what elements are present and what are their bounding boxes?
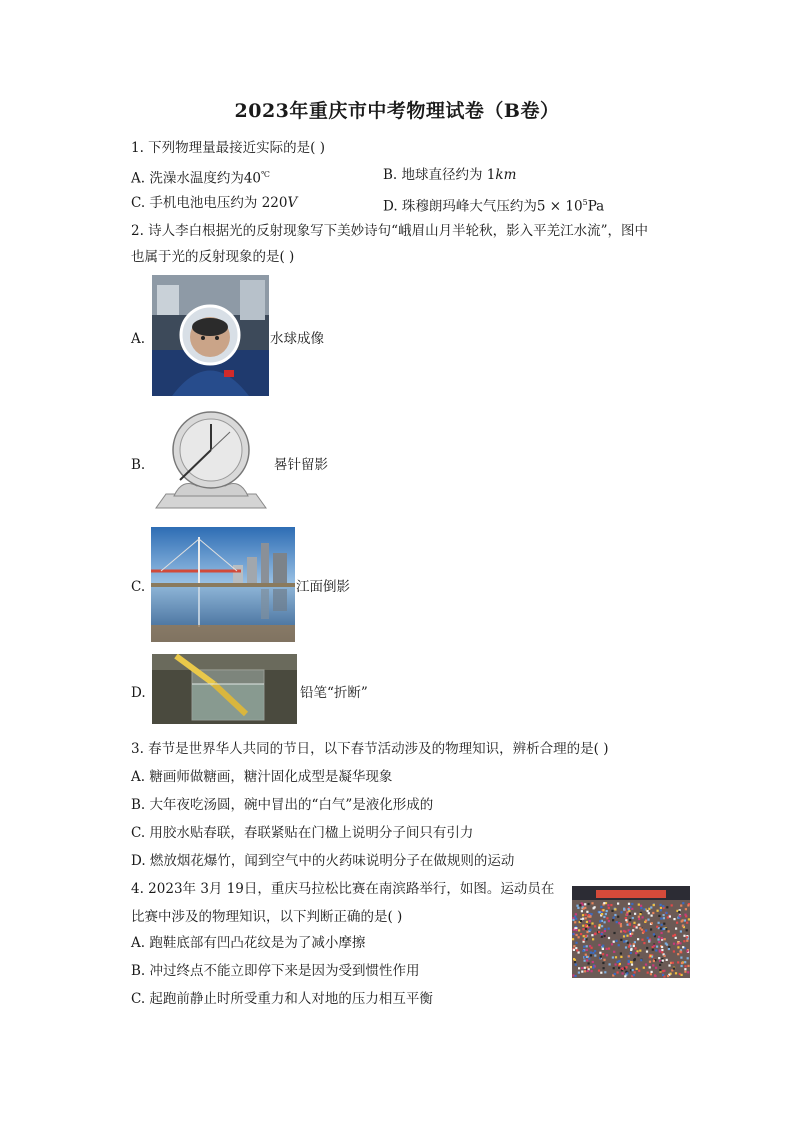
q4-stem-line1: 4. 2023年 3月 19日，重庆马拉松比赛在南滨路举行，如图。运动员在 (131, 881, 555, 897)
q4-stem-line2: 比赛中涉及的物理知识，以下判断正确的是( ) (131, 909, 403, 925)
q1-option-a (131, 166, 270, 188)
q1-option-c-unit: V (287, 195, 298, 211)
q2-option-b-label: B. (131, 457, 146, 473)
q2-stem-line1: 2. 诗人李白根据光的反射现象写下美妙诗句“峨眉山月半轮秋，影入平羌江水流”，图中 (131, 223, 648, 239)
q1-option-c-text: C. 手机电池电压约为 220 (131, 195, 288, 211)
q1-option-a-text: A. 洗澡水温度约为40 (131, 170, 262, 187)
astronaut-water-ball-image (152, 275, 269, 396)
marathon-crowd-image (572, 886, 690, 978)
pencil-in-water-image (152, 654, 297, 724)
q3-option-b: B. 大年夜吃汤圆，碗中冒出的“白气”是液化形成的 (131, 797, 434, 813)
q1-option-b-unit: km (495, 167, 517, 183)
q1-option-c (131, 194, 297, 212)
q1-option-b-text: B. 地球直径约为 1 (383, 167, 496, 183)
q3-option-c: C. 用胶水贴春联，春联紧贴在门楹上说明分子间只有引力 (131, 825, 474, 841)
q3-option-a: A. 糖画师做糖画，糖汁固化成型是凝华现象 (131, 769, 393, 785)
q4-option-c: C. 起跑前静止时所受重力和人对地的压力相互平衡 (131, 991, 433, 1007)
q4-option-b: B. 冲过终点不能立即停下来是因为受到惯性作用 (131, 963, 420, 979)
q3-stem: 3. 春节是世界华人共同的节日，以下春节活动涉及的物理知识，辨析合理的是( ) (131, 741, 609, 757)
q2-option-a-label: A. (131, 331, 146, 347)
q2-option-c-label: C. (131, 579, 146, 595)
q2-option-c-caption: 江面倒影 (296, 579, 350, 595)
q2-option-b-caption: 晷针留影 (274, 457, 328, 473)
page-title: 2023年重庆市中考物理试卷（B卷） (234, 100, 560, 122)
q2-stem-line2: 也属于光的反射现象的是( ) (131, 249, 295, 265)
q1-option-d (383, 194, 604, 216)
q1-option-d-unit: Pa (587, 198, 605, 215)
q1-option-d-text: D. 珠穆朗玛峰大气压约为5 × 10 (383, 198, 583, 215)
sundial-image (152, 408, 270, 514)
q2-option-d-label: D. (131, 685, 146, 701)
q1-option-b (383, 166, 516, 184)
q2-option-a-caption: 水球成像 (270, 331, 324, 347)
q4-option-a: A. 跑鞋底部有凹凸花纹是为了减小摩擦 (131, 935, 366, 951)
q1-option-a-unit: ℃ (261, 170, 270, 179)
q3-option-d: D. 燃放烟花爆竹，闻到空气中的火药味说明分子在做规则的运动 (131, 853, 515, 869)
bridge-reflection-image (151, 527, 295, 642)
q1-option-d-exponent: 5 (582, 198, 588, 207)
q2-option-d-caption: 铅笔“折断” (300, 685, 368, 701)
q1-stem: 1. 下列物理量最接近实际的是( ) (131, 140, 325, 156)
